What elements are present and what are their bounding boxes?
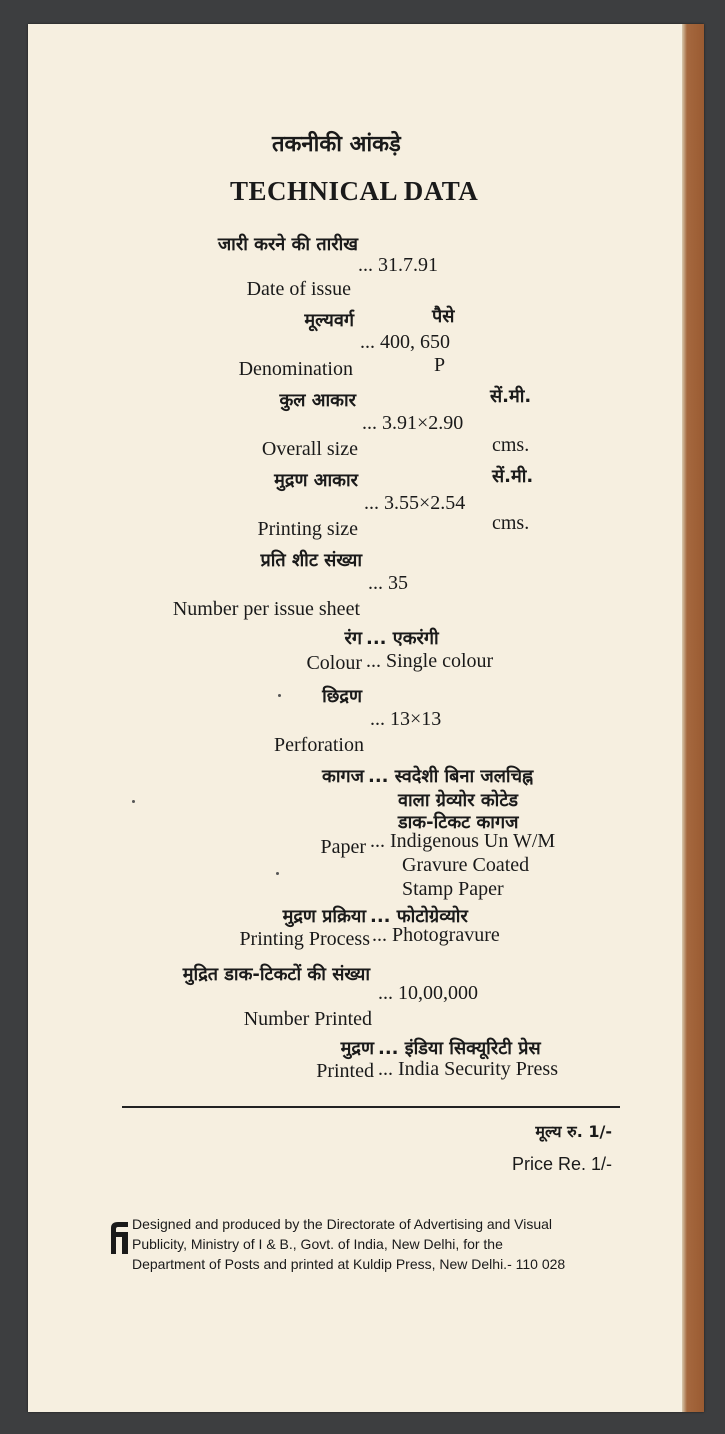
paper-label-english: Paper — [320, 836, 366, 858]
number-printed-value: ... 10,00,000 — [378, 982, 478, 1004]
overall-size-unit-hindi: सें.मी. — [490, 386, 532, 407]
paper-speck — [278, 694, 281, 697]
colour-value-hindi: ... एकरंगी — [366, 628, 439, 649]
perforation-label-english: Perforation — [274, 734, 364, 756]
footer-line-2: Publicity, Ministry of I & B., Govt. of India, New Delhi, for the — [132, 1236, 503, 1252]
printing-size-label-english: Printing size — [257, 518, 358, 540]
printer-value-hindi: ... इंडिया सिक्यूरिटी प्रेस — [378, 1038, 541, 1059]
denomination-value: ... 400, 650 — [360, 331, 450, 353]
dvp-logo-icon — [108, 1220, 130, 1256]
paper-value-english-2: Gravure Coated — [402, 854, 530, 876]
perforation-label-hindi: छिद्रण — [322, 686, 362, 707]
paper-value-hindi-3: डाक-टिकट कागज — [398, 812, 519, 833]
title-hindi: तकनीकी आंकड़े — [272, 132, 401, 157]
process-label-english: Printing Process — [239, 928, 370, 950]
overall-size-value: ... 3.91×2.90 — [362, 412, 464, 434]
paper-speck — [132, 800, 135, 803]
number-printed-label-english: Number Printed — [243, 1008, 372, 1030]
overall-size-label-hindi: कुल आकार — [279, 390, 356, 411]
footer-credits — [132, 1214, 565, 1274]
footer-line-3: Department of Posts and printed at Kuldip Press, New Delhi.- 110 028 — [132, 1256, 566, 1272]
denomination-label-hindi: मूल्यवर्ग — [304, 310, 354, 331]
number-per-sheet-value: ... 35 — [368, 572, 408, 594]
perforation-value: ... 13×13 — [370, 708, 442, 730]
date-label-english: Date of issue — [246, 278, 351, 300]
paper-value-hindi-1: ... स्वदेशी बिना जलचिह्न — [368, 766, 534, 787]
overall-size-unit-english: cms. — [492, 434, 530, 456]
printing-size-unit-english: cms. — [492, 512, 530, 534]
denomination-unit-hindi: पैसे — [432, 306, 455, 327]
paper-value-english-1: ... Indigenous Un W/M — [370, 830, 556, 852]
colour-label-hindi: रंग — [344, 628, 362, 649]
paper-value-hindi-2: वाला ग्रेव्योर कोटेड — [398, 790, 519, 811]
overall-size-label-english: Overall size — [261, 438, 358, 460]
paper-value-english-3: Stamp Paper — [402, 878, 504, 900]
paper-speck — [276, 872, 279, 875]
title-english: TECHNICAL DATA — [230, 176, 479, 206]
process-value-english: ... Photogravure — [372, 924, 500, 946]
technical-data-card — [28, 24, 704, 1412]
number-per-sheet-label-hindi: प्रति शीट संख्या — [260, 550, 362, 571]
folder-edge — [682, 24, 704, 1412]
footer-line-1: Designed and produced by the Directorate of Advertising and Visual — [132, 1216, 553, 1232]
colour-label-english: Colour — [306, 652, 362, 674]
printing-size-value: ... 3.55×2.54 — [364, 492, 466, 514]
date-value: ... 31.7.91 — [358, 254, 438, 276]
denomination-label-english: Denomination — [238, 358, 353, 380]
printer-value-english: ... India Security Press — [378, 1058, 558, 1080]
colour-value-english: ... Single colour — [366, 650, 494, 672]
date-label-hindi: जारी करने की तारीख — [217, 234, 358, 255]
printer-label-hindi: मुद्रण — [340, 1038, 374, 1059]
paper-label-hindi: कागज — [322, 766, 364, 787]
divider-line — [122, 1106, 620, 1108]
printing-size-label-hindi: मुद्रण आकार — [274, 470, 358, 491]
number-per-sheet-label-english: Number per issue sheet — [172, 598, 360, 620]
printer-label-english: Printed — [316, 1060, 374, 1082]
process-value-hindi: ... फोटोग्रेव्योर — [370, 906, 468, 927]
process-label-hindi: मुद्रण प्रक्रिया — [282, 906, 366, 927]
printing-size-unit-hindi: सें.मी. — [492, 466, 534, 487]
denomination-unit-english: P — [434, 354, 446, 376]
price-english: Price Re. 1/- — [511, 1154, 612, 1174]
number-printed-label-hindi: मुद्रित डाक-टिकटों की संख्या — [182, 964, 370, 985]
price-hindi: मूल्य रु. 1/- — [535, 1122, 612, 1141]
